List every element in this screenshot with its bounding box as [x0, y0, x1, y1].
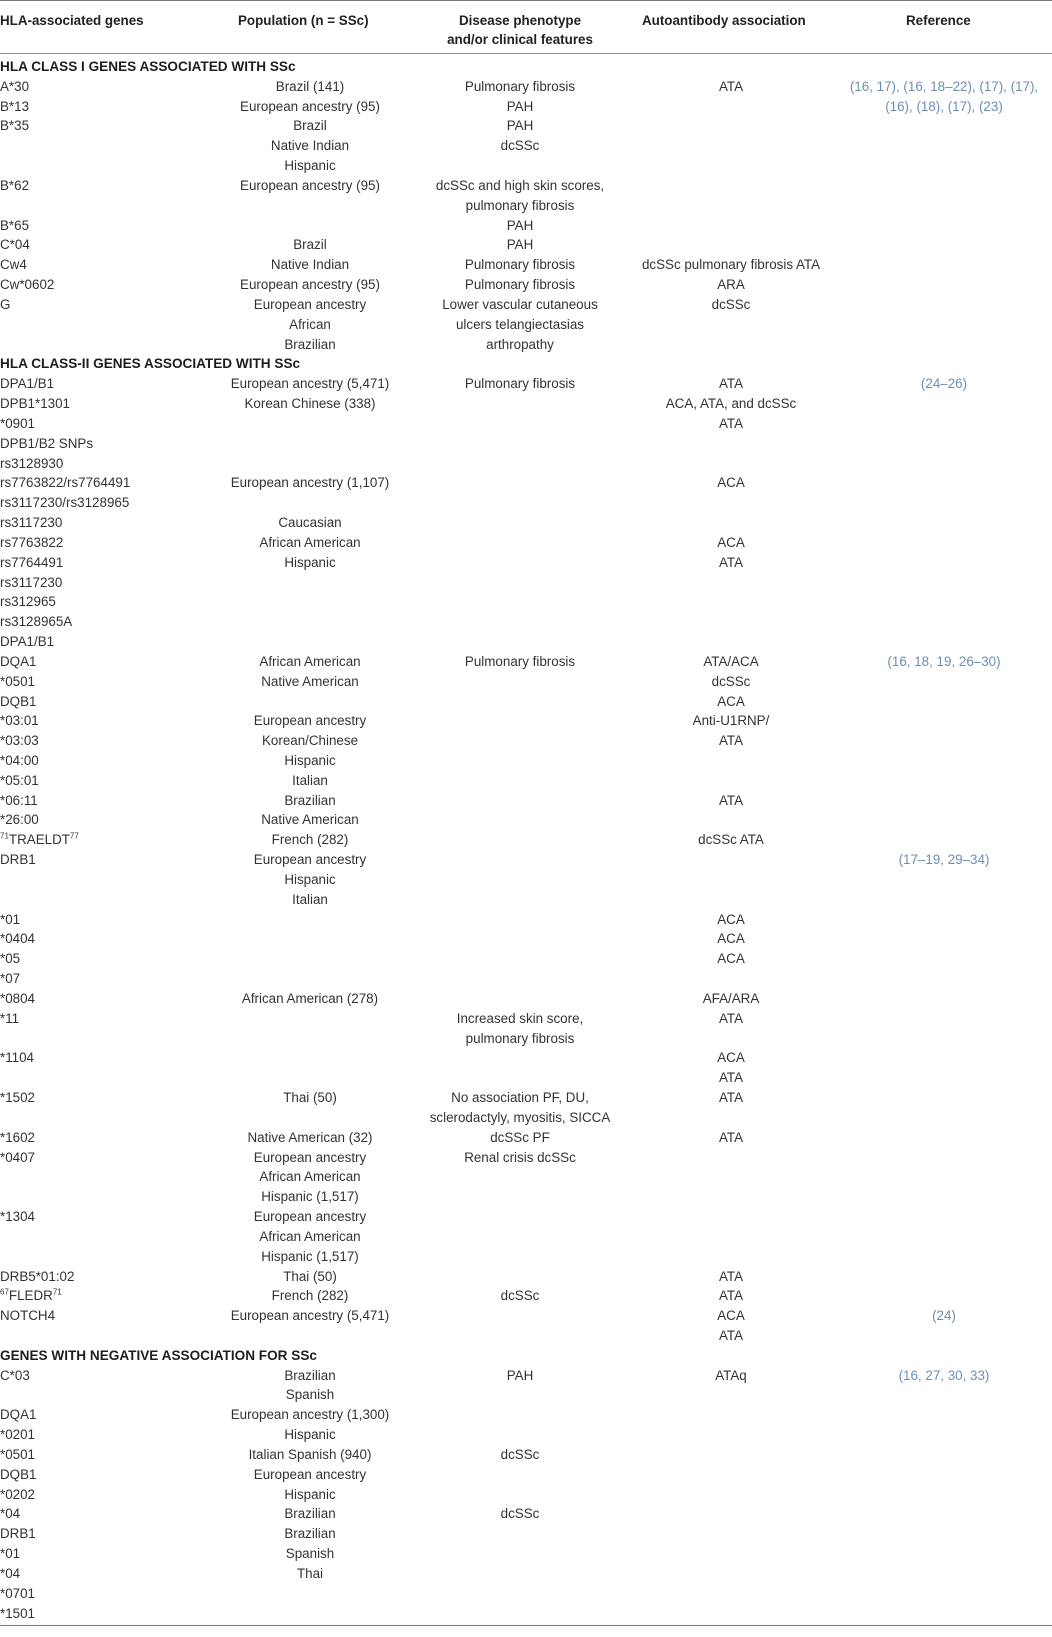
section-title: HLA CLASS I GENES ASSOCIATED WITH SSc: [0, 59, 296, 74]
section-header-row: [0, 1346, 1052, 1366]
phenotype-cell: dcSSc: [500, 138, 540, 154]
section-title: HLA CLASS-II GENES ASSOCIATED WITH SSc: [0, 356, 301, 372]
reference-cell: (24–26): [920, 376, 968, 392]
population-cell: Caucasian: [278, 515, 342, 531]
population-cell: Brazil (141): [275, 78, 345, 94]
population-cell: Brazilian: [284, 1526, 336, 1542]
table-body: [0, 54, 1052, 1623]
population-cell: Thai: [296, 1565, 324, 1581]
table-row: [0, 969, 1052, 989]
phenotype-cell: Lower vascular cutaneous: [442, 296, 598, 312]
table-row: [0, 870, 1052, 890]
population-cell: African American: [259, 653, 361, 669]
phenotype-cell: dcSSc: [500, 1288, 540, 1304]
gene-cell: *0202: [0, 1486, 36, 1502]
population-cell: Native American: [261, 812, 359, 828]
gene-cell: *04: [0, 1506, 21, 1522]
table-row: [0, 1267, 1052, 1287]
gene-cell: B*35: [0, 118, 30, 134]
population-cell: European ancestry (5,471): [230, 1308, 390, 1324]
table-row: [0, 1326, 1052, 1346]
bottom-rule: [0, 1625, 1052, 1626]
population-cell: Brazil: [293, 237, 327, 253]
population-cell: Italian: [292, 772, 328, 788]
population-cell: Native Indian: [270, 257, 350, 273]
table-row: [0, 1524, 1052, 1544]
gene-cell: rs7763822/rs7764491: [0, 475, 131, 491]
section-header-row: [0, 57, 1052, 77]
table-row: [0, 1604, 1052, 1624]
population-cell: French (282): [271, 832, 349, 848]
autoantibody-cell: ATA: [718, 1070, 744, 1086]
gene-cell: Cw4: [0, 257, 27, 273]
gene-cell: DRB1: [0, 1526, 36, 1542]
gene-label: TRAELDT: [8, 832, 70, 848]
header-phenotype: [428, 11, 612, 49]
gene-cell: rs3128930: [0, 455, 64, 471]
population-cell: African American (278): [241, 990, 379, 1006]
phenotype-cell: ulcers telangiectasias: [455, 316, 585, 332]
autoantibody-cell: ATA: [718, 1288, 744, 1304]
table-row: [0, 910, 1052, 930]
gene-cell: C*03: [0, 1367, 30, 1383]
gene-cell: [0, 830, 79, 850]
population-cell: European ancestry: [253, 1149, 367, 1165]
gene-cell: *0701: [0, 1585, 36, 1601]
gene-cell: DPA1/B1: [0, 376, 55, 392]
gene-cell: *01: [0, 1546, 21, 1562]
gene-cell: *06:11: [0, 792, 38, 808]
table-row: [0, 751, 1052, 771]
population-cell: Spanish: [285, 1387, 335, 1403]
table-row: [0, 454, 1052, 474]
table-row: [0, 929, 1052, 949]
gene-cell: G: [0, 296, 11, 312]
gene-cell: *05: [0, 951, 21, 967]
table-row: [0, 1445, 1052, 1465]
table-row: [0, 136, 1052, 156]
reference-cell: (24): [932, 1308, 956, 1324]
table-row: [0, 1286, 1052, 1306]
reference-cell: (16, 17), (16, 18–22), (17), (17),: [849, 78, 1039, 94]
autoantibody-cell: ATA: [718, 1328, 744, 1343]
phenotype-cell: Pulmonary fibrosis: [464, 277, 576, 293]
phenotype-cell: PAH: [506, 1367, 534, 1383]
gene-cell: rs7763822: [0, 534, 64, 550]
gene-cell: rs3128965A: [0, 614, 73, 630]
autoantibody-cell: AFA/ARA: [702, 990, 760, 1006]
table-row: [0, 156, 1052, 176]
autoantibody-cell: ATA/ACA: [703, 653, 759, 669]
population-cell: European ancestry: [253, 1466, 367, 1482]
phenotype-cell: PAH: [506, 98, 534, 114]
table-row: [0, 1306, 1052, 1326]
population-cell: Hispanic: [284, 752, 336, 768]
population-cell: Hispanic (1,517): [261, 1189, 359, 1205]
gene-cell: *04:00: [0, 752, 39, 768]
population-cell: European ancestry: [253, 713, 367, 729]
section-title: GENES WITH NEGATIVE ASSOCIATION FOR SSc: [0, 1347, 317, 1363]
phenotype-cell: Pulmonary fibrosis: [464, 376, 576, 392]
autoantibody-cell: ATA: [718, 1129, 744, 1145]
header-autoantibody: Autoantibody association: [642, 13, 806, 28]
table-row: [0, 1485, 1052, 1505]
phenotype-cell: PAH: [506, 118, 534, 134]
autoantibody-cell: ATA: [718, 733, 744, 749]
header-phenotype-line1: Disease phenotype: [458, 13, 582, 28]
table-row: [0, 1247, 1052, 1267]
table-row: [0, 295, 1052, 315]
table-row: [0, 1207, 1052, 1227]
gene-cell: *0501: [0, 673, 36, 689]
table-row: [0, 1366, 1052, 1386]
population-cell: Hispanic: [284, 871, 336, 887]
table-row: [0, 335, 1052, 355]
autoantibody-cell: dcSSc: [711, 296, 751, 312]
table-row: [0, 493, 1052, 513]
gene-cell: DQB1: [0, 693, 37, 709]
population-cell: Brazilian: [284, 336, 336, 352]
gene-superscript-start: 67: [0, 1287, 9, 1297]
population-cell: European ancestry (5,471): [230, 376, 390, 392]
gene-cell: DRB1: [0, 852, 36, 868]
gene-cell: *0201: [0, 1427, 36, 1443]
population-cell: Brazil: [293, 118, 327, 134]
table-row: [0, 1068, 1052, 1088]
autoantibody-cell: ATA: [718, 1268, 744, 1284]
gene-cell: DPB1/B2 SNPs: [0, 435, 94, 451]
phenotype-cell: Pulmonary fibrosis: [464, 257, 576, 273]
population-cell: Italian Spanish (940): [248, 1446, 372, 1462]
gene-cell: rs3117230: [0, 515, 63, 531]
phenotype-cell: arthropathy: [486, 336, 554, 352]
gene-cell: B*13: [0, 98, 30, 114]
phenotype-cell: dcSSc: [500, 1506, 540, 1522]
population-cell: African: [289, 316, 331, 332]
gene-cell: *07: [0, 971, 21, 987]
gene-cell: *01: [0, 911, 21, 927]
table-row: [0, 1148, 1052, 1168]
table-row: [0, 116, 1052, 136]
table-row: [0, 1544, 1052, 1564]
table-row: [0, 235, 1052, 255]
table-row: [0, 255, 1052, 275]
gene-cell: *04: [0, 1565, 21, 1581]
population-cell: Thai (50): [283, 1090, 337, 1106]
phenotype-cell: dcSSc PF: [490, 1129, 550, 1145]
reference-cell: (17–19, 29–34): [898, 852, 990, 868]
gene-superscript-start: 71: [0, 831, 9, 841]
table-row: [0, 553, 1052, 573]
table-row: [0, 275, 1052, 295]
autoantibody-cell: ATA: [718, 415, 744, 431]
population-cell: Brazilian: [284, 792, 336, 808]
table-row: [0, 1167, 1052, 1187]
gene-cell: *03:01: [0, 713, 39, 729]
table-row: [0, 1564, 1052, 1584]
table-row: [0, 949, 1052, 969]
header-phenotype-line2: and/or clinical features: [447, 32, 593, 47]
phenotype-cell: PAH: [506, 237, 534, 253]
population-cell: Hispanic: [284, 158, 336, 174]
gene-cell: *11: [0, 1010, 20, 1026]
gene-cell: DRB5*01:02: [0, 1268, 75, 1284]
table-row: [0, 592, 1052, 612]
table-row: [0, 533, 1052, 553]
table-row: [0, 573, 1052, 593]
phenotype-cell: pulmonary fibrosis: [465, 1030, 575, 1046]
population-cell: European ancestry: [253, 1209, 367, 1225]
population-cell: European ancestry (1,300): [230, 1407, 390, 1423]
autoantibody-cell: ATA: [718, 554, 744, 570]
autoantibody-cell: dcSSc pulmonary fibrosis ATA: [641, 257, 821, 273]
gene-cell: Cw*0602: [0, 277, 55, 293]
table-row: [0, 176, 1052, 196]
autoantibody-cell: ATA: [718, 78, 744, 94]
gene-cell: rs3117230: [0, 574, 63, 590]
table-row: [0, 1029, 1052, 1049]
gene-cell: DQA1: [0, 653, 37, 669]
population-cell: Italian: [292, 891, 328, 907]
section-header-row: [0, 354, 1052, 374]
gene-cell: B*65: [0, 217, 30, 233]
table-row: [0, 1405, 1052, 1425]
gene-cell: *1602: [0, 1129, 36, 1145]
population-cell: Spanish: [285, 1546, 335, 1562]
autoantibody-cell: ATAq: [715, 1367, 747, 1383]
reference-cell: (16, 18, 19, 26–30): [887, 653, 1001, 669]
table-row: [0, 77, 1052, 97]
phenotype-cell: Pulmonary fibrosis: [464, 78, 576, 94]
population-cell: Hispanic (1,517): [261, 1248, 359, 1264]
gene-cell: NOTCH4: [0, 1308, 56, 1324]
population-cell: Korean Chinese (338): [244, 396, 376, 412]
table-row: [0, 1425, 1052, 1445]
table-row: [0, 1128, 1052, 1148]
gene-cell: *0901: [0, 415, 36, 431]
autoantibody-cell: ACA: [717, 951, 745, 967]
reference-cell: (16, 27, 30, 33): [898, 1367, 990, 1383]
population-cell: Brazilian: [284, 1506, 336, 1522]
gene-label: FLEDR: [8, 1288, 53, 1304]
table-row: [0, 1385, 1052, 1405]
population-cell: European ancestry (95): [240, 177, 380, 193]
table-row: [0, 850, 1052, 870]
table-row: [0, 473, 1052, 493]
gene-cell: rs7764491: [0, 554, 64, 570]
gene-superscript-end: 71: [52, 1287, 62, 1297]
table-row: [0, 989, 1052, 1009]
autoantibody-cell: ATA: [718, 792, 744, 808]
table-row: [0, 196, 1052, 216]
gene-cell: *1304: [0, 1209, 36, 1225]
table-row: [0, 1187, 1052, 1207]
phenotype-cell: pulmonary fibrosis: [465, 197, 575, 213]
table-row: [0, 830, 1052, 850]
table-row: [0, 632, 1052, 652]
table-row: [0, 1108, 1052, 1128]
gene-cell: *0804: [0, 990, 36, 1006]
gene-cell: rs312965: [0, 594, 56, 610]
table-row: [0, 810, 1052, 830]
gene-cell: *26:00: [0, 812, 39, 828]
reference-cell: (16), (18), (17), (23): [885, 98, 1003, 114]
gene-cell: *1104: [0, 1050, 35, 1066]
autoantibody-cell: ATA: [718, 1010, 744, 1026]
table-row: [0, 315, 1052, 335]
gene-cell: *0407: [0, 1149, 36, 1165]
table-row: [0, 414, 1052, 434]
gene-cell: rs3117230/rs3128965: [0, 495, 130, 511]
population-cell: Korean/Chinese: [261, 733, 359, 749]
population-cell: European ancestry (1,107): [230, 475, 390, 491]
population-cell: Native American: [261, 673, 359, 689]
table-row: [0, 652, 1052, 672]
autoantibody-cell: ARA: [717, 277, 745, 293]
phenotype-cell: No association PF, DU,: [451, 1090, 589, 1106]
gene-superscript-end: 77: [69, 831, 79, 841]
gene-cell: DQB1: [0, 1466, 37, 1482]
population-cell: European ancestry: [253, 296, 367, 312]
table-row: [0, 513, 1052, 533]
population-cell: European ancestry: [253, 852, 367, 868]
population-cell: African American: [259, 534, 361, 550]
header-reference: Reference: [906, 13, 971, 28]
table-row: [0, 434, 1052, 454]
population-cell: European ancestry (95): [240, 277, 380, 293]
header-population: Population (n = SSc): [238, 13, 369, 28]
population-cell: Thai (50): [283, 1268, 337, 1284]
phenotype-cell: PAH: [506, 217, 534, 233]
autoantibody-cell: ACA: [717, 693, 745, 709]
gene-cell: *03:03: [0, 733, 39, 749]
phenotype-cell: Renal crisis dcSSc: [464, 1149, 576, 1165]
table-row: [0, 692, 1052, 712]
table-row: [0, 97, 1052, 117]
table-row: [0, 1584, 1052, 1604]
autoantibody-cell: ACA: [717, 534, 745, 550]
phenotype-cell: sclerodactyly, myositis, SICCA: [429, 1109, 611, 1125]
autoantibody-cell: ATA: [718, 1090, 744, 1106]
table-row: [0, 216, 1052, 236]
table-row: [0, 731, 1052, 751]
autoantibody-cell: dcSSc: [711, 673, 751, 689]
population-cell: European ancestry (95): [240, 98, 380, 114]
gene-cell: *05:01: [0, 772, 39, 788]
population-cell: Hispanic: [284, 1427, 336, 1443]
autoantibody-cell: Anti-U1RNP/: [692, 713, 770, 729]
phenotype-cell: Increased skin score,: [456, 1010, 584, 1026]
population-cell: Hispanic: [284, 1486, 336, 1502]
autoantibody-cell: ACA: [717, 1308, 745, 1324]
table-row: [0, 374, 1052, 394]
autoantibody-cell: ACA: [717, 475, 745, 491]
table-row: [0, 1048, 1052, 1068]
gene-cell: B*62: [0, 177, 30, 193]
table-row: [0, 1227, 1052, 1247]
table-row: [0, 711, 1052, 731]
autoantibody-cell: ACA: [717, 1050, 745, 1066]
population-cell: Native American (32): [247, 1129, 373, 1145]
autoantibody-cell: ACA: [717, 911, 745, 927]
population-cell: Brazilian: [284, 1367, 336, 1383]
autoantibody-cell: ACA, ATA, and dcSSc: [665, 396, 797, 412]
population-cell: Hispanic: [284, 554, 336, 570]
gene-cell: DPA1/B1: [0, 634, 55, 650]
gene-cell: *0501: [0, 1446, 36, 1462]
phenotype-cell: Pulmonary fibrosis: [464, 653, 576, 669]
gene-cell: DPB1*1301: [0, 396, 70, 412]
table-row: [0, 672, 1052, 692]
gene-cell: *1501: [0, 1605, 36, 1621]
gene-cell: *0404: [0, 931, 36, 947]
gene-cell: A*30: [0, 78, 30, 94]
table-row: [0, 1465, 1052, 1485]
population-cell: African American: [259, 1228, 361, 1244]
gene-cell: C*04: [0, 237, 30, 253]
gene-cell: DQA1: [0, 1407, 37, 1423]
gene-cell: [0, 1286, 62, 1306]
header-gene: HLA-associated genes: [0, 13, 144, 28]
table-row: [0, 791, 1052, 811]
table-row: [0, 612, 1052, 632]
table-row: [0, 394, 1052, 414]
table-header: [0, 1, 1052, 54]
phenotype-cell: dcSSc and high skin scores,: [435, 177, 605, 193]
autoantibody-cell: ACA: [717, 931, 745, 947]
phenotype-cell: dcSSc: [500, 1446, 540, 1462]
table-row: [0, 1009, 1052, 1029]
autoantibody-cell: ATA: [718, 376, 744, 392]
table-row: [0, 1088, 1052, 1108]
autoantibody-cell: dcSSc ATA: [698, 832, 764, 848]
population-cell: African American: [259, 1169, 361, 1185]
population-cell: Native Indian: [270, 138, 350, 154]
population-cell: French (282): [271, 1288, 349, 1304]
table-row: [0, 1504, 1052, 1524]
table-row: [0, 890, 1052, 910]
gene-cell: *1502: [0, 1090, 36, 1106]
table-row: [0, 771, 1052, 791]
